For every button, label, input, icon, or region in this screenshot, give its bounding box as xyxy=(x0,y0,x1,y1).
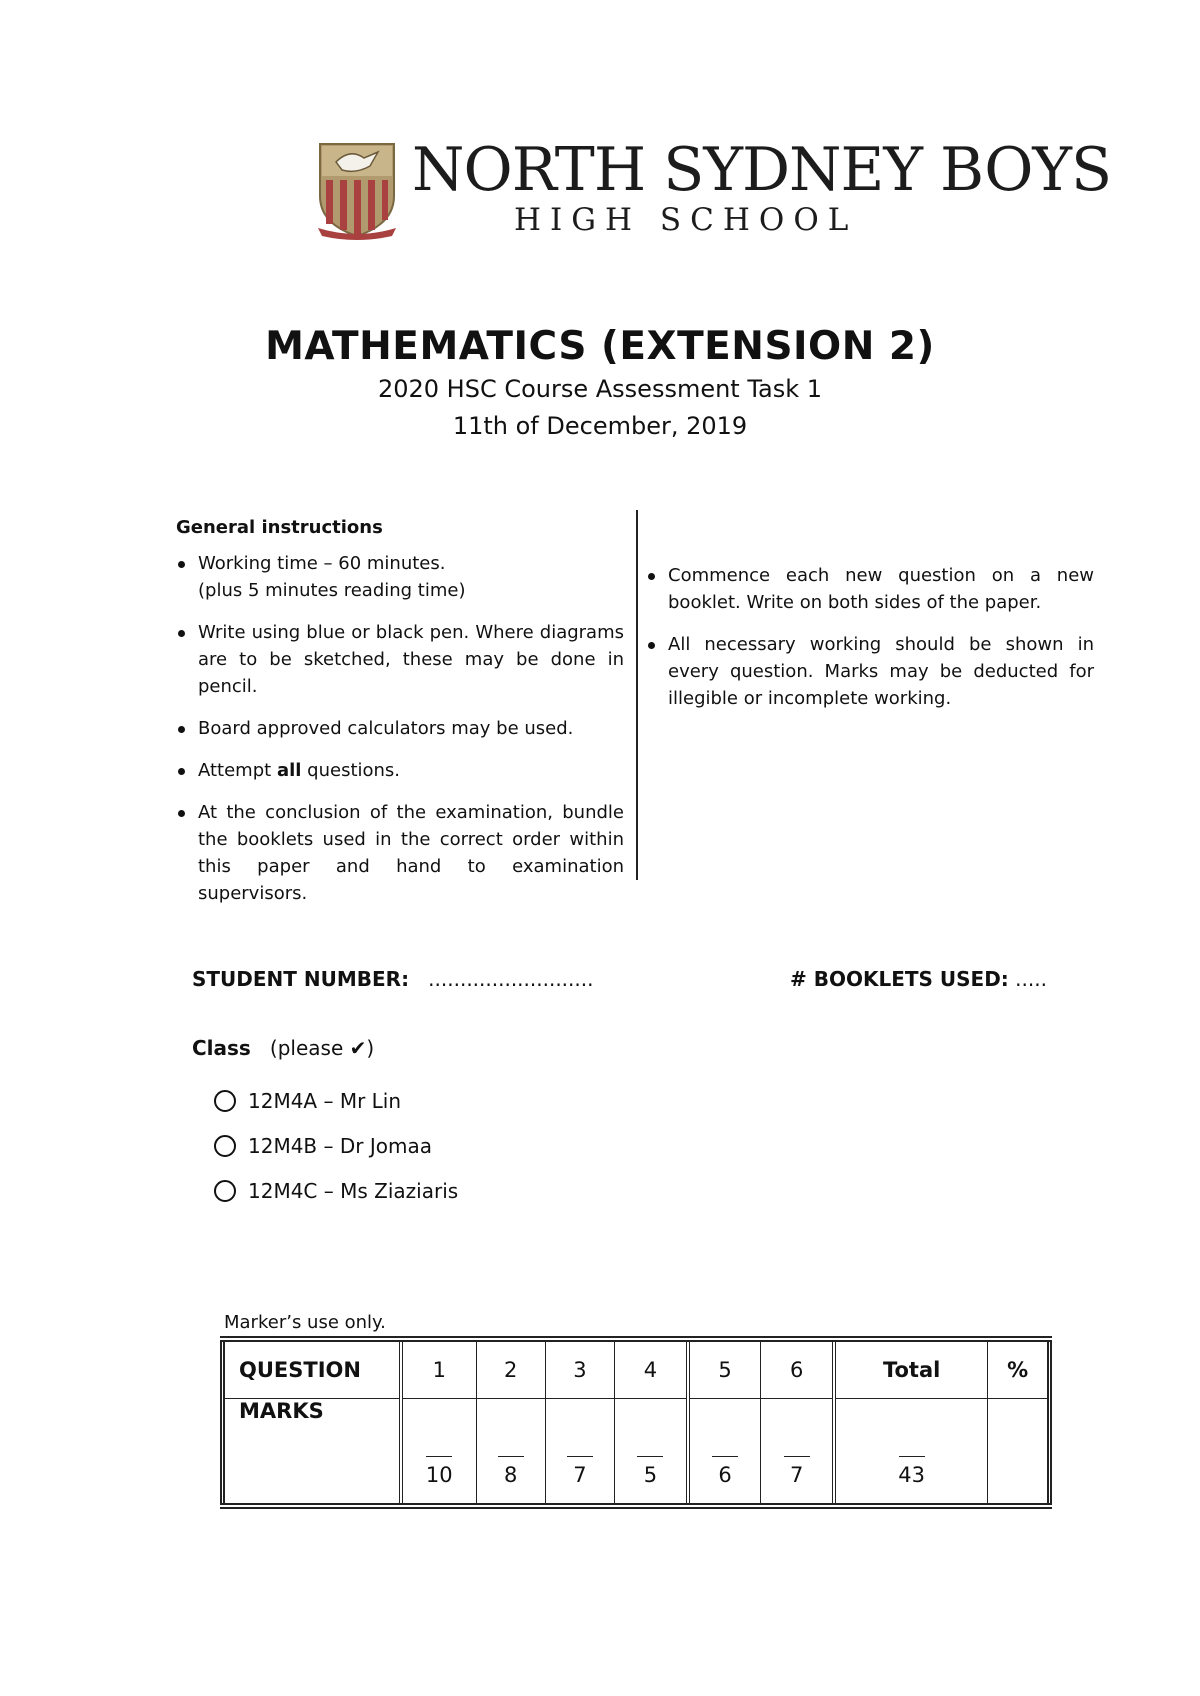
max-mark: 6 xyxy=(718,1462,732,1487)
marks-table xyxy=(220,1336,1052,1509)
instruction-item xyxy=(176,550,624,604)
booklets-used-label: # BOOKLETS USED: xyxy=(790,967,1009,991)
total-label: Total xyxy=(834,1339,988,1399)
class-option-12m4c[interactable] xyxy=(214,1179,458,1203)
instruction-item: Write using blue or black pen. Where diagrams are to be sketched, these may be done in pencil. xyxy=(176,619,624,700)
question-number: 3 xyxy=(545,1339,614,1399)
total-max-mark: 43 xyxy=(898,1462,925,1487)
question-row-label: QUESTION xyxy=(223,1339,402,1399)
max-mark: 8 xyxy=(503,1462,518,1487)
instruction-item xyxy=(176,757,624,784)
marks-cell[interactable] xyxy=(615,1399,688,1507)
column-divider xyxy=(636,510,638,880)
class-option-label: 12M4B – Dr Jomaa xyxy=(248,1134,432,1158)
booklets-used-blank[interactable]: ..... xyxy=(1015,967,1047,991)
max-mark: 7 xyxy=(573,1462,587,1487)
marks-cell[interactable] xyxy=(401,1399,476,1507)
class-heading xyxy=(192,1036,374,1060)
exam-subtitle: 2020 HSC Course Assessment Task 1 xyxy=(377,375,823,403)
booklets-used-field[interactable] xyxy=(790,967,1047,991)
instruction-text: Attempt xyxy=(198,760,277,781)
marks-cell[interactable] xyxy=(761,1399,834,1507)
instruction-item: All necessary working should be shown in every question. Marks may be deducted for illegible or incomplete working. xyxy=(646,631,1094,712)
instructions-list-right xyxy=(646,562,1094,712)
marker-caption: Marker’s use only. xyxy=(224,1312,386,1333)
marks-cell[interactable] xyxy=(545,1399,614,1507)
class-label: Class xyxy=(192,1036,251,1060)
max-mark: 7 xyxy=(790,1462,804,1487)
radio-icon[interactable] xyxy=(214,1135,236,1157)
instructions-list-left xyxy=(176,550,624,907)
student-number-blank[interactable]: .......................... xyxy=(428,967,594,991)
class-option-label: 12M4A – Mr Lin xyxy=(248,1089,402,1113)
table-row xyxy=(223,1339,1050,1399)
instruction-item: At the conclusion of the examination, bundle the booklets used in the correct order within this paper and hand to examination supervisors. xyxy=(176,799,624,907)
instruction-reading-time: (plus 5 minutes reading time) xyxy=(198,580,466,601)
instruction-emphasis: all xyxy=(276,760,302,781)
class-option-12m4a[interactable] xyxy=(214,1089,401,1113)
percent-label: % xyxy=(988,1339,1050,1399)
school-crest-icon xyxy=(316,140,398,240)
question-number: 2 xyxy=(476,1339,545,1399)
table-row xyxy=(223,1399,1050,1507)
class-hint: (please ✔) xyxy=(269,1036,375,1060)
class-option-label: 12M4C – Ms Ziaziaris xyxy=(248,1179,459,1203)
school-name: NORTH SYDNEY BOYS xyxy=(412,135,1112,205)
total-marks-cell[interactable] xyxy=(834,1399,988,1507)
marks-cell[interactable] xyxy=(476,1399,545,1507)
instruction-item: Commence each new question on a new booklet. Write on both sides of the paper. xyxy=(646,562,1094,616)
marks-row-label: MARKS xyxy=(223,1399,402,1507)
question-number: 4 xyxy=(615,1339,688,1399)
student-number-label: STUDENT NUMBER: xyxy=(192,967,410,991)
radio-icon[interactable] xyxy=(214,1180,236,1202)
instruction-text: questions. xyxy=(301,760,401,781)
instructions-heading: General instructions xyxy=(176,517,383,538)
class-option-12m4b[interactable] xyxy=(214,1134,432,1158)
marks-cell[interactable] xyxy=(688,1399,761,1507)
instructions-right-column xyxy=(646,562,1094,727)
question-number: 6 xyxy=(761,1339,834,1399)
max-mark: 5 xyxy=(643,1462,658,1487)
max-mark: 10 xyxy=(425,1462,453,1487)
radio-icon[interactable] xyxy=(214,1090,236,1112)
question-number: 5 xyxy=(688,1339,761,1399)
exam-date: 11th of December, 2019 xyxy=(452,412,748,440)
question-number: 1 xyxy=(401,1339,476,1399)
student-number-field[interactable] xyxy=(192,967,593,991)
school-subtitle: HIGH SCHOOL xyxy=(514,202,858,238)
exam-title: MATHEMATICS (EXTENSION 2) xyxy=(265,324,935,369)
instruction-working-time: Working time – 60 minutes. xyxy=(198,553,446,574)
percent-cell[interactable] xyxy=(988,1399,1050,1507)
instruction-item: Board approved calculators may be used. xyxy=(176,715,624,742)
instructions-left-column xyxy=(176,514,624,922)
